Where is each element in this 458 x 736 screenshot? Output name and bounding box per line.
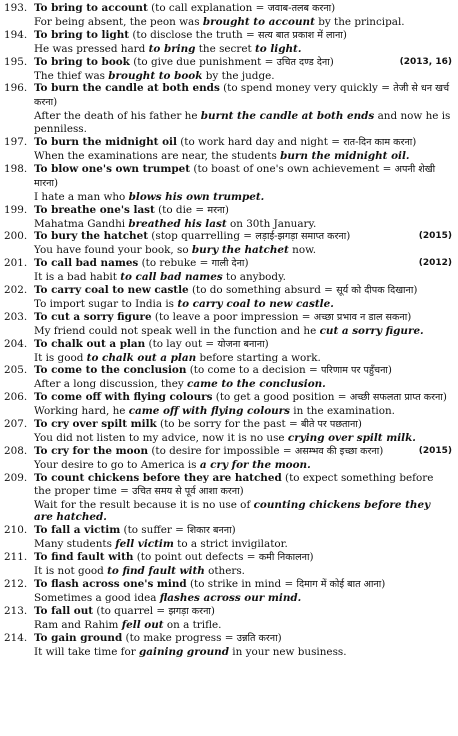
idiom-highlight: brought to book: [108, 69, 203, 82]
idiom-phrase: To bury the hatchet: [34, 230, 148, 243]
example-sentence: [34, 646, 452, 659]
idiom-definition: [34, 632, 452, 646]
idiom-phrase: To cry over spilt milk: [34, 418, 157, 431]
example-text: in your new business.: [228, 645, 347, 658]
example-sentence: [34, 619, 452, 632]
idiom-phrase: To burn the midnight oil: [34, 136, 177, 149]
idiom-meaning: (to make progress = उन्नति करना): [122, 631, 282, 644]
example-sentence: [34, 110, 452, 136]
idiom-entry: [4, 578, 452, 605]
example-sentence: [34, 271, 452, 284]
entry-number: 201.: [4, 257, 28, 270]
idiom-phrase: To breathe one's last: [34, 203, 155, 216]
idiom-definition: [34, 29, 452, 43]
idiom-definition: [34, 136, 452, 150]
entry-number: 200.: [4, 230, 28, 243]
idiom-definition: [34, 204, 452, 218]
example-text: He was pressed hard: [34, 42, 149, 55]
idiom-meaning: (to disclose the truth = सत्य बात प्रकाश में लाना): [129, 28, 347, 41]
example-text: It is a bad habit: [34, 271, 121, 284]
idiom-phrase: To gain ground: [34, 631, 123, 644]
example-text: I hate a man who: [34, 190, 129, 203]
idiom-highlight: flashes across our mind.: [159, 591, 302, 604]
example-sentence: [34, 325, 452, 338]
entry-body: [34, 605, 452, 632]
idiom-entry: [4, 445, 452, 472]
entry-number: 213.: [4, 604, 28, 617]
entry-number: 202.: [4, 284, 28, 297]
idiom-definition: [34, 418, 452, 432]
example-text: by the principal.: [314, 15, 405, 28]
example-text: and now he is penniless.: [34, 110, 451, 136]
idiom-meaning: (to boast of one's own achievement = अपनी शेखी मारना): [34, 162, 436, 189]
idiom-entry: [4, 364, 452, 391]
example-sentence: [34, 70, 452, 83]
entry-body: [34, 578, 452, 605]
entry-body: [34, 2, 452, 29]
idiom-entry: [4, 56, 452, 83]
idiom-entry: [4, 163, 452, 204]
entry-body: [34, 29, 452, 56]
idiom-entry: [4, 29, 452, 56]
idiom-highlight: fell victim: [115, 538, 174, 551]
example-sentence: [34, 150, 452, 163]
idiom-phrase: To bring to light: [34, 28, 130, 41]
entry-body: [34, 445, 452, 472]
idiom-entry: [4, 284, 452, 311]
idiom-definition: [34, 551, 452, 565]
entry-number: 199.: [4, 203, 28, 216]
example-text: For being absent, the peon was: [34, 15, 203, 28]
entry-body: [34, 257, 452, 284]
example-text: now.: [288, 244, 317, 257]
idiom-highlight: gaining ground: [139, 645, 229, 658]
example-sentence: [34, 459, 452, 472]
example-sentence: [34, 378, 452, 391]
idiom-highlight: to chalk out a plan: [86, 351, 197, 364]
idiom-highlight: to find fault with: [107, 565, 205, 578]
entry-number: 211.: [4, 551, 28, 564]
example-text: to a strict invigilator.: [173, 538, 288, 551]
idiom-meaning: (to be sorry for the past = बीते पर पछताना): [156, 418, 362, 431]
entry-number: 207.: [4, 418, 28, 431]
idiom-phrase: To fall out: [34, 604, 94, 617]
idiom-definition: [34, 578, 452, 592]
entry-number: 198.: [4, 162, 28, 175]
entry-body: [34, 418, 452, 445]
example-text: Sometimes a good idea: [34, 591, 160, 604]
idiom-highlight: came off with flying colours: [128, 405, 290, 418]
idiom-definition: [34, 338, 452, 352]
idiom-meaning: (to give due punishment = उचित दण्ड देना): [129, 55, 334, 68]
example-sentence: [34, 191, 452, 204]
idiom-phrase: To cut a sorry figure: [34, 310, 152, 323]
example-sentence: [34, 244, 452, 257]
idiom-meaning: (to rebuke = गाली देना): [138, 257, 249, 270]
idiom-meaning: (to do something absurd = सूर्य को दीपक दिखाना): [188, 284, 418, 297]
entry-body: [34, 391, 452, 418]
idiom-phrase: To come off with flying colours: [34, 391, 213, 404]
entry-number: 193.: [4, 2, 28, 14]
example-text: by the judge.: [202, 69, 275, 82]
idiom-definition: [34, 311, 452, 325]
entry-body: [34, 524, 452, 551]
example-text: before starting a work.: [196, 351, 321, 364]
example-text: the secret: [195, 42, 255, 55]
idiom-highlight: to carry coal to new castle.: [177, 297, 334, 310]
idiom-highlight: brought to account: [202, 15, 315, 28]
idiom-phrase: To call bad names: [34, 257, 139, 270]
example-text: The thief was: [34, 69, 109, 82]
example-text: in the examination.: [290, 405, 395, 418]
idiom-phrase: To come to the conclusion: [34, 364, 187, 377]
idiom-entry: [4, 230, 452, 257]
idiom-phrase: To flash across one's mind: [34, 577, 187, 590]
example-text: It is not good: [34, 565, 108, 578]
idiom-entry: [4, 418, 452, 445]
idiom-definition: [34, 364, 452, 378]
idiom-entry: [4, 311, 452, 338]
idiom-definition: [34, 472, 452, 499]
example-text: Your desire to go to America is: [34, 458, 200, 471]
idiom-highlight: fell out: [121, 618, 164, 631]
idiom-entry: [4, 136, 452, 163]
example-sentence: [34, 16, 452, 29]
idiom-highlight: bury the hatchet: [191, 244, 289, 257]
idiom-entry: [4, 632, 452, 659]
idiom-highlight: came to the conclusion.: [187, 378, 326, 391]
entry-number: 194.: [4, 28, 28, 41]
idiom-phrase: To fall a victim: [34, 524, 121, 537]
entry-body: [34, 632, 452, 659]
idiom-definition: [34, 163, 452, 191]
entry-number: 195.: [4, 55, 28, 68]
example-text: on 30th January.: [226, 217, 317, 230]
idiom-meaning: (to point out defects = कमी निकालना): [133, 551, 314, 564]
example-sentence: [34, 538, 452, 551]
example-sentence: [34, 405, 452, 418]
example-sentence: [34, 218, 452, 231]
idiom-entry: [4, 472, 452, 525]
example-sentence: [34, 432, 452, 445]
example-text: others.: [204, 565, 245, 578]
idiom-phrase: To chalk out a plan: [34, 337, 146, 350]
idiom-entry: [4, 551, 452, 578]
entry-number: 210.: [4, 524, 28, 537]
entry-number: 203.: [4, 310, 28, 323]
example-text: Many students: [34, 538, 116, 551]
example-text: Working hard, he: [34, 405, 129, 418]
entry-body: [34, 204, 452, 231]
idiom-entry: [4, 2, 452, 29]
idiom-entry: [4, 605, 452, 632]
example-sentence: [34, 565, 452, 578]
entry-number: 209.: [4, 471, 28, 484]
example-text: to anybody.: [222, 271, 286, 284]
entry-body: [34, 551, 452, 578]
idiom-highlight: to light.: [254, 42, 302, 55]
example-text: It is good: [34, 351, 87, 364]
entry-number: 197.: [4, 136, 28, 149]
idiom-phrase: To carry coal to new castle: [34, 284, 189, 297]
idiom-highlight: burnt the candle at both ends: [200, 110, 375, 123]
exam-year: (2015): [418, 445, 452, 456]
example-text: Wait for the result because it is no use of: [34, 498, 254, 511]
example-text: Ram and Rahim: [34, 618, 122, 631]
idiom-definition: [34, 445, 452, 459]
example-sentence: [34, 592, 452, 605]
idiom-meaning: (to come to a decision = परिणाम पर पहुँचना): [186, 364, 392, 377]
entry-body: [34, 230, 452, 257]
idiom-highlight: burn the midnight oil.: [280, 149, 410, 162]
entry-body: [34, 364, 452, 391]
idiom-phrase: To burn the candle at both ends: [34, 82, 220, 95]
entry-number: 206.: [4, 391, 28, 404]
idiom-meaning: (to quarrel = झगड़ा करना): [93, 604, 215, 617]
entry-number: 208.: [4, 444, 28, 457]
idiom-definition: [34, 257, 452, 271]
example-sentence: [34, 499, 452, 525]
idiom-definition: [34, 2, 452, 16]
example-text: You did not listen to my advice, now it is no use: [34, 432, 288, 444]
idiom-meaning: (to die = मरना): [154, 203, 229, 216]
idiom-entry: [4, 524, 452, 551]
example-text: You have found your book, so: [34, 244, 192, 257]
idiom-highlight: a cry for the moon.: [199, 458, 311, 471]
idiom-phrase: To bring to book: [34, 55, 130, 68]
idiom-highlight: to call bad names: [120, 271, 223, 284]
idiom-definition: [34, 56, 452, 70]
idiom-entry: [4, 338, 452, 365]
entry-number: 214.: [4, 631, 28, 644]
entry-body: [34, 311, 452, 338]
idiom-phrase: To cry for the moon: [34, 444, 149, 457]
idiom-meaning: (to expect something before the proper time = उचित समय से पूर्व आशा करना): [34, 471, 434, 497]
idiom-entry: [4, 82, 452, 136]
idiom-highlight: counting chickens before they are hatched.: [34, 498, 431, 524]
exam-year: (2015): [418, 231, 452, 242]
idiom-meaning: (to call explanation = जवाब-तलब करना): [147, 2, 336, 14]
idiom-phrase: To bring to account: [34, 2, 148, 14]
entry-number: 196.: [4, 82, 28, 95]
idiom-highlight: blows his own trumpet.: [128, 190, 265, 203]
idiom-definition: [34, 82, 452, 110]
idiom-meaning: (to desire for impossible = असम्भव की इच्छा करना): [148, 444, 384, 457]
exam-year: (2012): [418, 258, 452, 269]
idiom-meaning: (to spend money very quickly = तेजी से धन खर्च करना): [34, 82, 450, 109]
example-sentence: [34, 43, 452, 56]
example-text: After the death of his father he: [34, 110, 201, 123]
idiom-phrase: To find fault with: [34, 551, 134, 564]
idiom-highlight: crying over spilt milk.: [287, 432, 416, 444]
entry-body: [34, 284, 452, 311]
example-text: After a long discussion, they: [34, 378, 188, 391]
example-text: on a trifle.: [163, 618, 222, 631]
entry-body: [34, 136, 452, 163]
idiom-definition: [34, 284, 452, 298]
exam-year: (2013, 16): [399, 56, 452, 67]
idiom-meaning: (to strike in mind = दिमाग में कोई बात आना): [186, 577, 386, 590]
example-text: It will take time for: [34, 645, 140, 658]
idiom-definition: [34, 524, 452, 538]
idiom-meaning: (to leave a poor impression = अच्छा प्रभाव न डाल सकना): [151, 310, 412, 323]
example-text: Mahatma Gandhi: [34, 217, 129, 230]
example-sentence: [34, 298, 452, 311]
example-text: When the examinations are near, the students: [34, 149, 281, 162]
idiom-highlight: breathed his last: [128, 217, 227, 230]
idiom-entry: [4, 257, 452, 284]
idiom-phrase: To blow one's own trumpet: [34, 162, 191, 175]
idiom-entry: [4, 391, 452, 418]
entry-body: [34, 338, 452, 365]
entry-number: 212.: [4, 577, 28, 590]
entry-body: [34, 163, 452, 204]
entry-body: [34, 56, 452, 83]
entry-number: 204.: [4, 337, 28, 350]
idiom-definition: [34, 230, 452, 244]
example-sentence: [34, 352, 452, 365]
idiom-meaning: (stop quarrelling = लड़ाई-झगड़ा समाप्त करना): [148, 230, 351, 243]
idiom-phrase: To count chickens before they are hatched: [34, 471, 282, 484]
idiom-meaning: (to lay out = योजना बनाना): [145, 337, 269, 350]
idiom-definition: [34, 391, 452, 405]
idiom-meaning: (to get a good position = अच्छी सफलता प्राप्त करना): [212, 391, 447, 404]
idiom-meaning: (to suffer = शिकार बनना): [120, 524, 236, 537]
entry-body: [34, 82, 452, 136]
example-text: My friend could not speak well in the function and he: [34, 324, 320, 337]
idiom-highlight: cut a sorry figure.: [319, 324, 424, 337]
entry-body: [34, 472, 452, 525]
idiom-highlight: to bring: [148, 42, 196, 55]
idiom-meaning: (to work hard day and night = रात-दिन काम करना): [176, 136, 417, 149]
idiom-definition: [34, 605, 452, 619]
example-text: To import sugar to India is: [34, 297, 178, 310]
entry-number: 205.: [4, 364, 28, 377]
idiom-entry: [4, 204, 452, 231]
